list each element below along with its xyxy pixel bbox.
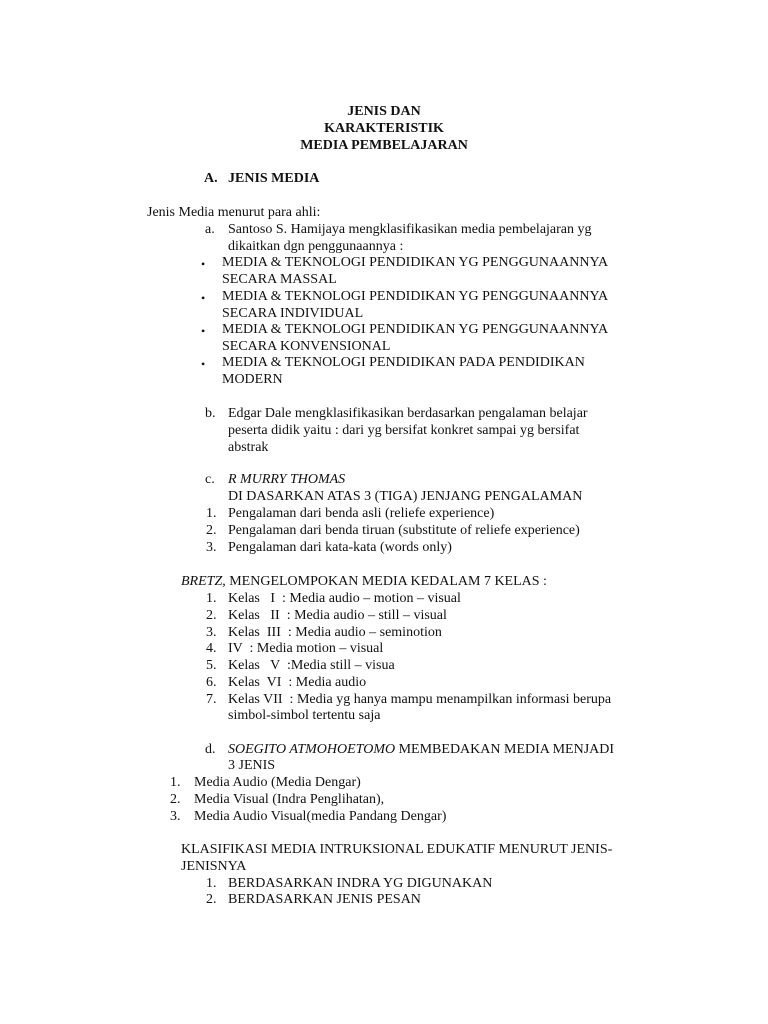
item-d-line-1 (228, 742, 614, 759)
item-c-name: R MURRY THOMAS (228, 472, 346, 487)
intro-text: Jenis Media menurut para ahli: (147, 205, 321, 220)
title-line-3: MEDIA PEMBELAJARAN (300, 138, 468, 153)
bretz-list-4: IV : Media motion – visual (228, 641, 384, 656)
item-c-list-2: Pengalaman dari benda tiruan (substitute of reliefe experience) (228, 523, 580, 538)
bullet-1-line-2: SECARA MASSAL (222, 272, 337, 287)
list-number: 6. (206, 675, 217, 690)
item-c-list-3: Pengalaman dari kata-kata (words only) (228, 540, 452, 555)
list-number: 5. (206, 658, 217, 673)
bretz-heading (181, 574, 547, 591)
section-a-heading: JENIS MEDIA (228, 171, 320, 186)
bullet-2-line-1: MEDIA & TEKNOLOGI PENDIDIKAN YG PENGGUNAANNYA (222, 289, 609, 304)
bullet-2-line-2: SECARA INDIVIDUAL (222, 306, 364, 321)
bullet-3-line-2: SECARA KONVENSIONAL (222, 339, 391, 354)
list-number: 3. (206, 625, 217, 640)
bretz-heading-rest: , MENGELOMPOKAN MEDIA KEDALAM 7 KELAS : (222, 574, 547, 589)
list-number: 3. (170, 809, 181, 824)
klasifikasi-line-2: JENISNYA (181, 859, 247, 874)
list-number: 1. (206, 506, 217, 521)
item-d-line-2: 3 JENIS (228, 758, 276, 773)
item-d-name: SOEGITO ATMOHOETOMO (228, 742, 396, 757)
list-number: 7. (206, 692, 217, 707)
title-line-1: JENIS DAN (347, 104, 421, 119)
bretz-list-3: Kelas III : Media audio – seminotion (228, 625, 442, 640)
list-number: 1. (206, 591, 217, 606)
bullet-icon: • (201, 357, 206, 371)
bretz-list-6: Kelas VI : Media audio (228, 675, 367, 690)
bullet-4-line-1: MEDIA & TEKNOLOGI PENDIDIKAN PADA PENDIDIKAN (222, 355, 585, 370)
bretz-list-7: Kelas VII : Media yg hanya mampu menampilkan informasi berupa (228, 692, 612, 707)
bretz-list-2: Kelas II : Media audio – still – visual (228, 608, 447, 623)
klasifikasi-list-2: BERDASARKAN JENIS PESAN (228, 892, 421, 907)
list-number: 2. (170, 792, 181, 807)
list-number: 3. (206, 540, 217, 555)
item-d-list-3: Media Audio Visual(media Pandang Dengar) (194, 809, 447, 824)
bretz-list-5: Kelas V :Media still – visua (228, 658, 395, 673)
bullet-1-line-1: MEDIA & TEKNOLOGI PENDIDIKAN YG PENGGUNAANNYA (222, 255, 609, 270)
item-d-marker: d. (205, 742, 216, 757)
list-number: 2. (206, 523, 217, 538)
item-b-line-3: abstrak (228, 440, 269, 455)
klasifikasi-line-1: KLASIFIKASI MEDIA INTRUKSIONAL EDUKATIF MENURUT JENIS- (181, 842, 613, 857)
title-line-2: KARAKTERISTIK (324, 121, 444, 136)
item-a-line-2: dikaitkan dgn penggunaannya : (228, 239, 404, 254)
bullet-icon: • (201, 324, 206, 338)
list-number: 1. (206, 876, 217, 891)
bullet-4-line-2: MODERN (222, 372, 283, 387)
bretz-list-1: Kelas I : Media audio – motion – visual (228, 591, 461, 606)
item-d-rest: MEMBEDAKAN MEDIA MENJADI (395, 742, 615, 757)
bullet-3-line-1: MEDIA & TEKNOLOGI PENDIDIKAN YG PENGGUNAANNYA (222, 322, 609, 337)
bullet-icon: • (201, 257, 206, 271)
klasifikasi-list-1: BERDASARKAN INDRA YG DIGUNAKAN (228, 876, 493, 891)
item-a-marker: a. (205, 222, 215, 237)
item-c-list-1: Pengalaman dari benda asli (reliefe experience) (228, 506, 495, 521)
item-b-line-1: Edgar Dale mengklasifikasikan berdasarkan pengalaman belajar (228, 406, 588, 421)
list-number: 2. (206, 608, 217, 623)
item-c-marker: c. (205, 472, 215, 487)
section-a-marker: A. (204, 171, 218, 186)
list-number: 1. (170, 775, 181, 790)
item-d-list-2: Media Visual (Indra Penglihatan), (194, 792, 385, 807)
bretz-list-7-cont: simbol-simbol tertentu saja (228, 708, 381, 723)
item-b-line-2: peserta didik yaitu : dari yg bersifat konkret sampai yg bersifat (228, 423, 580, 438)
item-b-marker: b. (205, 406, 216, 421)
list-number: 4. (206, 641, 217, 656)
item-a-line-1: Santoso S. Hamijaya mengklasifikasikan media pembelajaran yg (228, 222, 592, 237)
item-d-list-1: Media Audio (Media Dengar) (194, 775, 361, 790)
list-number: 2. (206, 892, 217, 907)
bretz-name: BRETZ (181, 574, 223, 589)
bullet-icon: • (201, 291, 206, 305)
item-c-subtitle: DI DASARKAN ATAS 3 (TIGA) JENJANG PENGALAMAN (228, 489, 583, 504)
